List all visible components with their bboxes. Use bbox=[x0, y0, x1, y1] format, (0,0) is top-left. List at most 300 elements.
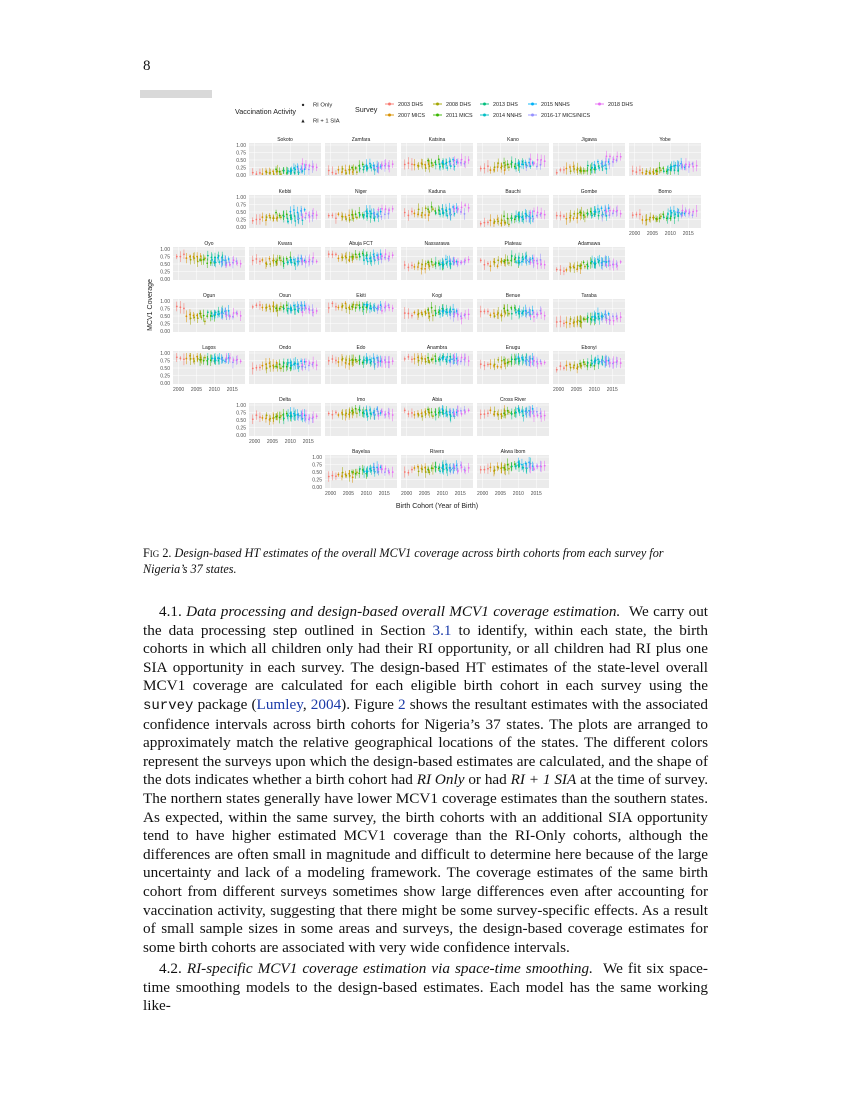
x-tick-label: 2000 bbox=[401, 491, 413, 497]
coverage-point bbox=[439, 166, 441, 168]
facet-strip-label: Ondo bbox=[278, 345, 292, 351]
facet-strip-label: Bayelsa bbox=[352, 449, 370, 455]
y-tick-label: 0.00 bbox=[160, 276, 170, 283]
coverage-point bbox=[674, 213, 676, 215]
citation-author-link[interactable]: Lumley bbox=[256, 695, 303, 713]
coverage-point bbox=[252, 306, 254, 308]
section-title: RI-specific MCV1 coverage estimation via space-time smoothing. bbox=[186, 960, 593, 977]
x-tick-label: 2005 bbox=[190, 387, 203, 393]
coverage-point bbox=[587, 362, 589, 364]
coverage-point bbox=[497, 220, 499, 222]
coverage-point bbox=[453, 159, 455, 161]
coverage-point bbox=[380, 216, 382, 218]
coverage-point bbox=[373, 257, 375, 259]
coverage-point bbox=[501, 315, 503, 317]
coverage-point bbox=[355, 359, 357, 361]
coverage-point bbox=[363, 308, 365, 310]
legend-survey-label: 2016-17 MICS/NICS bbox=[541, 113, 591, 119]
coverage-point bbox=[373, 212, 375, 214]
coverage-point bbox=[218, 261, 220, 263]
coverage-point bbox=[593, 361, 595, 363]
coverage-point bbox=[308, 169, 310, 171]
coverage-point bbox=[287, 170, 289, 172]
coverage-point bbox=[457, 360, 459, 362]
x-tick-label: 2010 bbox=[588, 387, 600, 393]
coverage-point bbox=[439, 359, 441, 361]
coverage-point bbox=[464, 411, 466, 413]
coverage-point bbox=[269, 263, 271, 265]
coverage-point bbox=[217, 313, 219, 315]
coverage-point bbox=[591, 363, 593, 365]
coverage-point bbox=[365, 410, 367, 412]
coverage-point bbox=[377, 361, 379, 363]
coverage-point bbox=[519, 360, 521, 362]
coverage-point bbox=[328, 476, 330, 478]
coverage-point bbox=[297, 365, 299, 367]
legend-swatch-dot bbox=[483, 103, 486, 106]
coverage-point bbox=[540, 263, 542, 265]
coverage-point bbox=[544, 214, 546, 216]
coverage-point bbox=[286, 304, 288, 306]
coverage-point bbox=[515, 167, 517, 169]
figure-label: Fig 2. bbox=[143, 546, 172, 560]
facet-strip-label: Lagos bbox=[202, 345, 216, 351]
coverage-point bbox=[356, 304, 358, 306]
coverage-point bbox=[445, 359, 447, 361]
coverage-point bbox=[280, 306, 282, 308]
coverage-point bbox=[443, 468, 445, 470]
coverage-point bbox=[525, 213, 527, 215]
coverage-point bbox=[297, 218, 299, 220]
coverage-point bbox=[273, 173, 275, 175]
coverage-point bbox=[525, 312, 527, 314]
coverage-point bbox=[328, 170, 330, 172]
coverage-point bbox=[427, 409, 429, 411]
coverage-point bbox=[431, 359, 433, 361]
coverage-point bbox=[425, 361, 427, 363]
coverage-point bbox=[480, 413, 482, 415]
coverage-point bbox=[183, 358, 185, 360]
facet-strip-label: Kebbi bbox=[278, 189, 292, 195]
coverage-point bbox=[404, 164, 406, 166]
coverage-point bbox=[609, 264, 611, 266]
coverage-point bbox=[316, 214, 318, 216]
coverage-point bbox=[439, 466, 441, 468]
coverage-point bbox=[291, 218, 293, 220]
facet-panel bbox=[325, 189, 397, 228]
coverage-point bbox=[620, 213, 622, 215]
coverage-point bbox=[377, 256, 379, 258]
coverage-point bbox=[297, 212, 299, 214]
coverage-point bbox=[443, 413, 445, 415]
coverage-point bbox=[504, 312, 506, 314]
coverage-point bbox=[365, 470, 367, 472]
facet-strip-label: Cross River bbox=[499, 397, 527, 403]
facet-panel bbox=[249, 293, 321, 332]
x-tick-label: 2010 bbox=[208, 387, 220, 393]
coverage-point bbox=[345, 218, 347, 220]
coverage-point bbox=[517, 408, 519, 410]
facet-strip-label: Ekiti bbox=[356, 293, 366, 299]
coverage-point bbox=[507, 464, 509, 466]
coverage-point bbox=[431, 206, 433, 208]
coverage-point bbox=[521, 312, 523, 314]
coverage-point bbox=[508, 313, 510, 315]
coverage-point bbox=[269, 172, 271, 174]
y-tick-label: 0.75 bbox=[160, 358, 170, 365]
facet-panel bbox=[249, 345, 321, 384]
coverage-point bbox=[587, 265, 589, 267]
coverage-point bbox=[692, 211, 694, 213]
coverage-point bbox=[377, 468, 379, 470]
coverage-point bbox=[388, 213, 390, 215]
coverage-point bbox=[517, 213, 519, 215]
coverage-point bbox=[593, 164, 595, 166]
coverage-point bbox=[345, 307, 347, 309]
coverage-point bbox=[193, 257, 195, 259]
coverage-point bbox=[494, 363, 496, 365]
coverage-point bbox=[273, 306, 275, 308]
coverage-point bbox=[261, 365, 263, 367]
coverage-point bbox=[480, 311, 482, 313]
coverage-point bbox=[300, 360, 302, 362]
coverage-point bbox=[432, 415, 434, 417]
coverage-point bbox=[252, 172, 254, 174]
y-tick-label: 0.00 bbox=[312, 484, 322, 491]
coverage-point bbox=[269, 217, 271, 219]
coverage-point bbox=[635, 214, 637, 216]
coverage-point bbox=[598, 210, 600, 212]
coverage-point bbox=[197, 261, 199, 263]
section-4-1 bbox=[143, 603, 708, 957]
coverage-point bbox=[193, 317, 195, 319]
coverage-point bbox=[461, 207, 463, 209]
coverage-point bbox=[605, 264, 607, 266]
y-tick-label: 0.75 bbox=[312, 462, 322, 469]
facet-strip-label: Zamfara bbox=[351, 137, 371, 143]
legend-survey-label: 2008 DHS bbox=[446, 102, 471, 108]
coverage-point bbox=[565, 269, 567, 271]
facet-panel bbox=[553, 293, 625, 332]
coverage-point bbox=[217, 357, 219, 359]
coverage-point bbox=[507, 410, 509, 412]
coverage-point bbox=[229, 315, 231, 317]
coverage-point bbox=[342, 305, 344, 307]
facet-panel bbox=[401, 397, 473, 436]
coverage-point bbox=[266, 263, 268, 265]
coverage-point bbox=[273, 217, 275, 219]
coverage-point bbox=[487, 364, 489, 366]
coverage-point bbox=[413, 358, 415, 360]
coverage-point bbox=[373, 307, 375, 309]
coverage-point bbox=[563, 270, 565, 272]
coverage-point bbox=[508, 468, 510, 470]
coverage-point bbox=[497, 467, 499, 469]
section-ref-link[interactable]: 3.1 bbox=[432, 621, 452, 639]
coverage-point bbox=[418, 165, 420, 167]
coverage-point bbox=[316, 415, 318, 417]
coverage-point bbox=[356, 256, 358, 258]
coverage-point bbox=[335, 306, 337, 308]
coverage-point bbox=[601, 163, 603, 165]
paragraph-text: shows the resultant estimates with the associated confidence intervals across birth cohorts for Nigeria’s 37 states. The plots are arranged to approximately match the relative geographical locations of the states. The different colors represent the surveys upon which the design-based estimates are calculated, and the shape of the dots indicates whether a birth cohort had bbox=[143, 695, 708, 789]
coverage-point bbox=[441, 467, 443, 469]
coverage-point bbox=[689, 164, 691, 166]
coverage-point bbox=[468, 207, 470, 209]
coverage-point bbox=[392, 360, 394, 362]
coverage-point bbox=[349, 359, 351, 361]
coverage-point bbox=[279, 257, 281, 259]
coverage-point bbox=[377, 167, 379, 169]
coverage-point bbox=[363, 304, 365, 306]
plot-background bbox=[401, 351, 473, 384]
coverage-point bbox=[494, 315, 496, 317]
coverage-point bbox=[635, 171, 637, 173]
legend-survey-label: 2018 DHS bbox=[608, 102, 633, 108]
coverage-point bbox=[404, 212, 406, 214]
coverage-point bbox=[266, 171, 268, 173]
coverage-point bbox=[544, 415, 546, 417]
coverage-point bbox=[211, 315, 213, 317]
coverage-point bbox=[305, 261, 307, 263]
coverage-point bbox=[503, 359, 505, 361]
coverage-point bbox=[424, 214, 426, 216]
coverage-point bbox=[407, 313, 409, 315]
coverage-point bbox=[522, 258, 524, 260]
coverage-point bbox=[494, 411, 496, 413]
coverage-point bbox=[309, 259, 311, 261]
coverage-point bbox=[669, 167, 671, 169]
coverage-point bbox=[494, 469, 496, 471]
coverage-point bbox=[266, 367, 268, 369]
coverage-point bbox=[283, 170, 285, 172]
coverage-point bbox=[418, 262, 420, 264]
coverage-point bbox=[273, 366, 275, 368]
coverage-point bbox=[411, 469, 413, 471]
coverage-point bbox=[616, 210, 618, 212]
coverage-point bbox=[342, 216, 344, 218]
coverage-point bbox=[351, 471, 353, 473]
coverage-point bbox=[583, 261, 585, 263]
coverage-point bbox=[525, 259, 527, 261]
y-tick-label: 0.50 bbox=[236, 417, 246, 424]
coverage-point bbox=[259, 218, 261, 220]
coverage-point bbox=[279, 171, 281, 173]
coverage-point bbox=[407, 162, 409, 164]
coverage-point bbox=[597, 258, 599, 260]
coverage-point bbox=[501, 219, 503, 221]
coverage-point bbox=[337, 213, 339, 215]
coverage-point bbox=[529, 467, 531, 469]
coverage-point bbox=[559, 365, 561, 367]
coverage-point bbox=[432, 315, 434, 317]
coverage-point bbox=[519, 412, 521, 414]
coverage-point bbox=[337, 307, 339, 309]
coverage-point bbox=[529, 311, 531, 313]
facet-panel bbox=[249, 241, 321, 280]
coverage-point bbox=[276, 310, 278, 312]
facet-strip-label: Kano bbox=[507, 137, 519, 143]
coverage-point bbox=[388, 472, 390, 474]
figure-ref-link[interactable]: 2 bbox=[397, 695, 406, 713]
coverage-point bbox=[653, 172, 655, 174]
coverage-point bbox=[289, 412, 291, 414]
coverage-point bbox=[345, 475, 347, 477]
coverage-point bbox=[273, 417, 275, 419]
coverage-point bbox=[441, 408, 443, 410]
coverage-point bbox=[529, 262, 531, 264]
facet-strip-label: Akwa Ibom bbox=[500, 449, 526, 455]
coverage-point bbox=[504, 363, 506, 365]
coverage-point bbox=[370, 213, 372, 215]
coverage-point bbox=[287, 308, 289, 310]
coverage-point bbox=[289, 211, 291, 213]
coverage-point bbox=[355, 167, 357, 169]
facet-strip-label: Borno bbox=[658, 189, 672, 195]
coverage-point bbox=[503, 412, 505, 414]
coverage-point bbox=[556, 172, 558, 174]
caption-text: Design-based HT estimates of the overall MCV1 coverage across birth cohorts from each survey for Nigeria’s 37 states. bbox=[143, 546, 664, 576]
coverage-point bbox=[328, 413, 330, 415]
coverage-point bbox=[584, 363, 586, 365]
coverage-point bbox=[587, 213, 589, 215]
coverage-point bbox=[418, 470, 420, 472]
y-tick-label: 0.00 bbox=[160, 380, 170, 387]
paragraph-text: We carry out the data processing step outlined in Section bbox=[143, 603, 709, 639]
coverage-point bbox=[176, 356, 178, 358]
facet-panel bbox=[401, 137, 473, 176]
coverage-point bbox=[404, 312, 406, 314]
coverage-point bbox=[335, 412, 337, 414]
coverage-point bbox=[413, 467, 415, 469]
coverage-point bbox=[427, 208, 429, 210]
coverage-point bbox=[667, 169, 669, 171]
coverage-point bbox=[312, 257, 314, 259]
coverage-point bbox=[605, 319, 607, 321]
coverage-point bbox=[337, 361, 339, 363]
facet-panel bbox=[236, 189, 321, 231]
coverage-point bbox=[464, 259, 466, 261]
coverage-point bbox=[570, 170, 572, 172]
y-tick-label: 0.50 bbox=[160, 261, 170, 268]
coverage-point bbox=[255, 304, 257, 306]
coverage-point bbox=[563, 169, 565, 171]
coverage-point bbox=[681, 210, 683, 212]
coverage-point bbox=[453, 466, 455, 468]
coverage-point bbox=[511, 255, 513, 257]
coverage-point bbox=[236, 313, 238, 315]
y-tick-label: 0.25 bbox=[236, 165, 246, 172]
coverage-point bbox=[304, 209, 306, 211]
coverage-point bbox=[435, 466, 437, 468]
coverage-point bbox=[521, 357, 523, 359]
coverage-point bbox=[525, 360, 527, 362]
coverage-point bbox=[573, 267, 575, 269]
coverage-point bbox=[457, 208, 459, 210]
coverage-point bbox=[359, 168, 361, 170]
coverage-point bbox=[445, 209, 447, 211]
y-tick-label: 0.00 bbox=[236, 172, 246, 179]
coverage-point bbox=[565, 365, 567, 367]
coverage-point bbox=[696, 165, 698, 167]
coverage-point bbox=[587, 317, 589, 319]
coverage-point bbox=[584, 266, 586, 268]
coverage-point bbox=[335, 254, 337, 256]
coverage-point bbox=[597, 208, 599, 210]
coverage-point bbox=[388, 256, 390, 258]
citation-year-link[interactable]: 2004 bbox=[310, 695, 342, 713]
coverage-point bbox=[591, 316, 593, 318]
coverage-point bbox=[669, 210, 671, 212]
coverage-point bbox=[632, 170, 634, 172]
coverage-point bbox=[439, 470, 441, 472]
coverage-point bbox=[445, 163, 447, 165]
coverage-point bbox=[511, 161, 513, 163]
coverage-point bbox=[283, 308, 285, 310]
coverage-point bbox=[206, 262, 208, 264]
coverage-point bbox=[565, 322, 567, 324]
coverage-point bbox=[259, 416, 261, 418]
coverage-point bbox=[221, 313, 223, 315]
coverage-point bbox=[443, 356, 445, 358]
coverage-point bbox=[425, 207, 427, 209]
coverage-point bbox=[424, 268, 426, 270]
coverage-point bbox=[655, 170, 657, 172]
y-tick-label: 1.00 bbox=[236, 402, 246, 409]
coverage-point bbox=[259, 260, 261, 262]
coverage-point bbox=[356, 471, 358, 473]
coverage-point bbox=[421, 212, 423, 214]
x-tick-label: 2000 bbox=[477, 491, 489, 497]
facet-panel bbox=[401, 449, 473, 497]
legend-title-activity: Vaccination Activity bbox=[235, 107, 296, 116]
coverage-point bbox=[508, 166, 510, 168]
coverage-point bbox=[365, 257, 367, 259]
coverage-point bbox=[598, 260, 600, 262]
coverage-point bbox=[577, 320, 579, 322]
facet-panel bbox=[477, 137, 549, 176]
coverage-point bbox=[316, 261, 318, 263]
coverage-point bbox=[261, 216, 263, 218]
coverage-point bbox=[363, 413, 365, 415]
coverage-point bbox=[489, 314, 491, 316]
coverage-point bbox=[446, 215, 448, 217]
coverage-point bbox=[305, 213, 307, 215]
coverage-point bbox=[461, 357, 463, 359]
coverage-point bbox=[345, 412, 347, 414]
coverage-point bbox=[660, 169, 662, 171]
coverage-point bbox=[587, 165, 589, 167]
coverage-point bbox=[544, 315, 546, 317]
legend-title-survey: Survey bbox=[355, 105, 378, 114]
coverage-point bbox=[279, 308, 281, 310]
coverage-point bbox=[203, 360, 205, 362]
legend-swatch-dot bbox=[388, 114, 391, 117]
plot-background bbox=[477, 403, 549, 436]
coverage-point bbox=[689, 211, 691, 213]
coverage-point bbox=[280, 216, 282, 218]
coverage-point bbox=[291, 262, 293, 264]
facet-strip-label: Imo bbox=[356, 397, 366, 403]
coverage-point bbox=[464, 213, 466, 215]
coverage-point bbox=[304, 366, 306, 368]
coverage-point bbox=[673, 210, 675, 212]
coverage-point bbox=[540, 363, 542, 365]
coverage-point bbox=[544, 160, 546, 162]
coverage-point bbox=[229, 357, 231, 359]
coverage-point bbox=[287, 414, 289, 416]
coverage-point bbox=[413, 414, 415, 416]
